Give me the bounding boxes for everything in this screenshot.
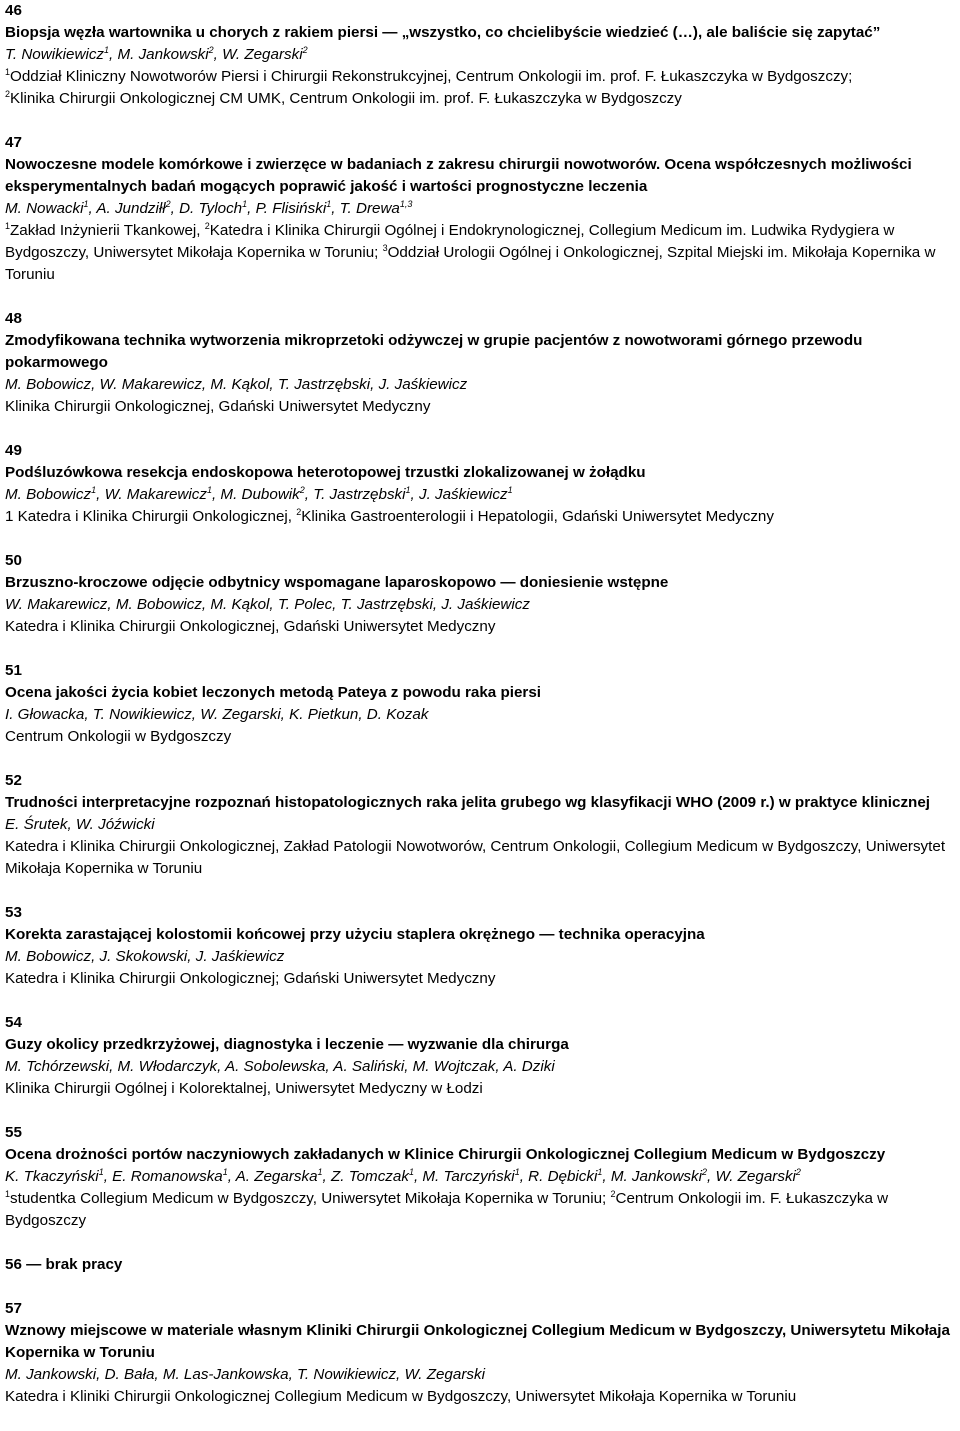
abstract-46 [5, 0, 957, 110]
abstract-authors: M. Jankowski, D. Bała, M. Las-Jankowska, T. Nowikiewicz, W. Zegarski [5, 1366, 485, 1383]
abstract-number: 57 [5, 1300, 22, 1317]
abstract-affiliation: Klinika Chirurgii Onkologicznej, Gdański Uniwersytet Medyczny [5, 398, 431, 415]
abstract-authors: M. Bobowicz$^1$, W. Makarewicz$^1$, M. Dubowik$^2$, T. Jastrzębski$^1$, J. Jaśkiewicz$^1$ [5, 485, 513, 503]
abstract-title: Zmodyfikowana technika wytworzenia mikroprzetoki odżywczej w grupie pacjentów z nowotworami górnego przewodu pokarmowego [5, 332, 863, 371]
abstract-authors: M. Tchórzewski, M. Włodarczyk, A. Sobolewska, A. Saliński, M. Wojtczak, A. Dziki [5, 1058, 555, 1075]
abstract-number: 50 [5, 552, 22, 569]
abstract-title: Brzuszno-kroczowe odjęcie odbytnicy wspomagane laparoskopowo — doniesienie wstępne [5, 574, 669, 591]
abstract-title: Guzy okolicy przedkrzyżowej, diagnostyka i leczenie — wyzwanie dla chirurga [5, 1036, 569, 1053]
abstract-54 [5, 1012, 957, 1100]
abstract-affiliation-tail: Toruniu [5, 266, 55, 283]
abstract-title: Korekta zarastającej kolostomii końcowej przy użyciu staplera okrężnego — technika operacyjna [5, 926, 705, 943]
abstract-57 [5, 1298, 957, 1408]
abstract-title: Ocena jakości życia kobiet leczonych metodą Pateya z powodu raka piersi [5, 684, 541, 701]
abstract-title: Nowoczesne modele komórkowe i zwierzęce w badaniach z zakresu chirurgii nowotworów. Ocena współczesnych możliwości eksperymentalnych badań mogących poprawić jakość i wartości prognostyczne leczenia [5, 156, 912, 195]
abstract-number: 49 [5, 442, 22, 459]
abstract-50 [5, 550, 957, 638]
abstract-authors: T. Nowikiewicz$^1$, M. Jankowski$^2$, W. Zegarski$^2$ [5, 45, 308, 63]
abstract-51 [5, 660, 957, 748]
abstract-56 [5, 1254, 957, 1276]
abstract-authors: E. Śrutek, W. Jóźwicki [5, 816, 155, 833]
abstract-47 [5, 132, 957, 286]
abstract-52 [5, 770, 957, 880]
abstract-48 [5, 308, 957, 418]
abstract-number: 54 [5, 1014, 22, 1031]
abstract-53 [5, 902, 957, 990]
abstract-title: Biopsja węzła wartownika u chorych z rakiem piersi — „wszystko, co chcielibyście wiedzieć (…), ale baliście się zapytać” [5, 24, 881, 41]
abstract-55 [5, 1122, 957, 1232]
abstract-authors: K. Tkaczyński$^1$, E. Romanowska$^1$, A. Zegarska$^1$, Z. Tomczak$^1$, M. Tarczyński$^1$, R. Dębicki$^1$, M. Jankowski$^2$, W. Zegarski$^2$ [5, 1167, 801, 1185]
abstract-affiliation: Katedra i Klinika Chirurgii Onkologicznej, Gdański Uniwersytet Medyczny [5, 618, 496, 635]
abstract-affiliation: 1 Katedra i Klinika Chirurgii Onkologicznej, $^2$Klinika Gastroenterologii i Hepatologii, Gdański Uniwersytet Medyczny [5, 507, 774, 525]
abstract-number: 53 [5, 904, 22, 921]
abstract-affiliation: Klinika Chirurgii Ogólnej i Kolorektalnej, Uniwersytet Medyczny w Łodzi [5, 1080, 483, 1097]
abstract-authors: M. Nowacki$^1$, A. Jundziłł$^2$, D. Tyloch$^1$, P. Flisiński$^1$, T. Drewa$^{1,3}$ [5, 199, 413, 217]
abstract-title: Ocena drożności portów naczyniowych zakładanych w Klinice Chirurgii Onkologicznej Collegium Medicum w Bydgoszczy [5, 1146, 886, 1163]
abstract-authors: M. Bobowicz, W. Makarewicz, M. Kąkol, T. Jastrzębski, J. Jaśkiewicz [5, 376, 468, 393]
abstract-number: 48 [5, 310, 22, 327]
abstract-49 [5, 440, 957, 528]
abstract-title: Wznowy miejscowe w materiale własnym Kliniki Chirurgii Onkologicznej Collegium Medicum w Bydgoszczy, Uniwersytetu Mikołaja Kopernika w Toruniu [5, 1322, 950, 1361]
abstract-affiliation: $^1$Zakład Inżynierii Tkankowej, $^2$Katedra i Klinika Chirurgii Ogólnej i Endokrynologicznej, Collegium Medicum im. Ludwika Rydygiera w Bydgoszczy, Uniwersytet Mikołaja Kopernika w Toruniu; $^3$Oddział Urologii Ogólnej i Onkologicznej, Szpital Miejski im. Mikołaja Kopernika w [5, 221, 936, 261]
abstract-number: 47 [5, 134, 22, 151]
abstract-affiliation: Katedra i Klinika Chirurgii Onkologicznej; Gdański Uniwersytet Medyczny [5, 970, 496, 987]
document-page [5, 0, 957, 1408]
abstract-affiliation: Katedra i Kliniki Chirurgii Onkologicznej Collegium Medicum w Bydgoszczy, Uniwersytet Mikołaja Kopernika w Toruniu [5, 1388, 797, 1405]
abstract-authors: M. Bobowicz, J. Skokowski, J. Jaśkiewicz [5, 948, 285, 965]
abstract-number: 52 [5, 772, 22, 789]
abstract-title: Podśluzówkowa resekcja endoskopowa heterotopowej trzustki zlokalizowanej w żołądku [5, 464, 646, 481]
abstract-affiliation: $^1$Oddział Kliniczny Nowotworów Piersi i Chirurgii Rekonstrukcyjnej, Centrum Onkologii im. prof. F. Łukaszczyka w Bydgoszczy; [5, 67, 853, 85]
abstract-affiliation: Centrum Onkologii w Bydgoszczy [5, 728, 232, 745]
abstract-title: Trudności interpretacyjne rozpoznań histopatologicznych raka jelita grubego wg klasyfikacji WHO (2009 r.) w praktyce klinicznej [5, 794, 930, 811]
abstract-number-and-title: 56 — brak pracy [5, 1256, 123, 1273]
abstract-number: 51 [5, 662, 22, 679]
abstract-affiliation: $^1$studentka Collegium Medicum w Bydgoszczy, Uniwersytet Mikołaja Kopernika w Toruniu; $^2$Centrum Onkologii im. F. Łukaszczyka w Bydgoszczy [5, 1189, 889, 1229]
abstract-number: 55 [5, 1124, 22, 1141]
abstract-affiliation: Katedra i Klinika Chirurgii Onkologicznej, Zakład Patologii Nowotworów, Centrum Onkologii, Collegium Medicum w Bydgoszczy, Uniwersytet Mikołaja Kopernika w Toruniu [5, 838, 946, 877]
abstract-number: 46 [5, 2, 22, 19]
abstract-affiliation: $^2$Klinika Chirurgii Onkologicznej CM UMK, Centrum Onkologii im. prof. F. Łukaszczyka w Bydgoszczy [5, 89, 682, 107]
abstract-authors: I. Głowacka, T. Nowikiewicz, W. Zegarski, K. Pietkun, D. Kozak [5, 706, 429, 723]
abstract-authors: W. Makarewicz, M. Bobowicz, M. Kąkol, T. Polec, T. Jastrzębski, J. Jaśkiewicz [5, 596, 530, 613]
